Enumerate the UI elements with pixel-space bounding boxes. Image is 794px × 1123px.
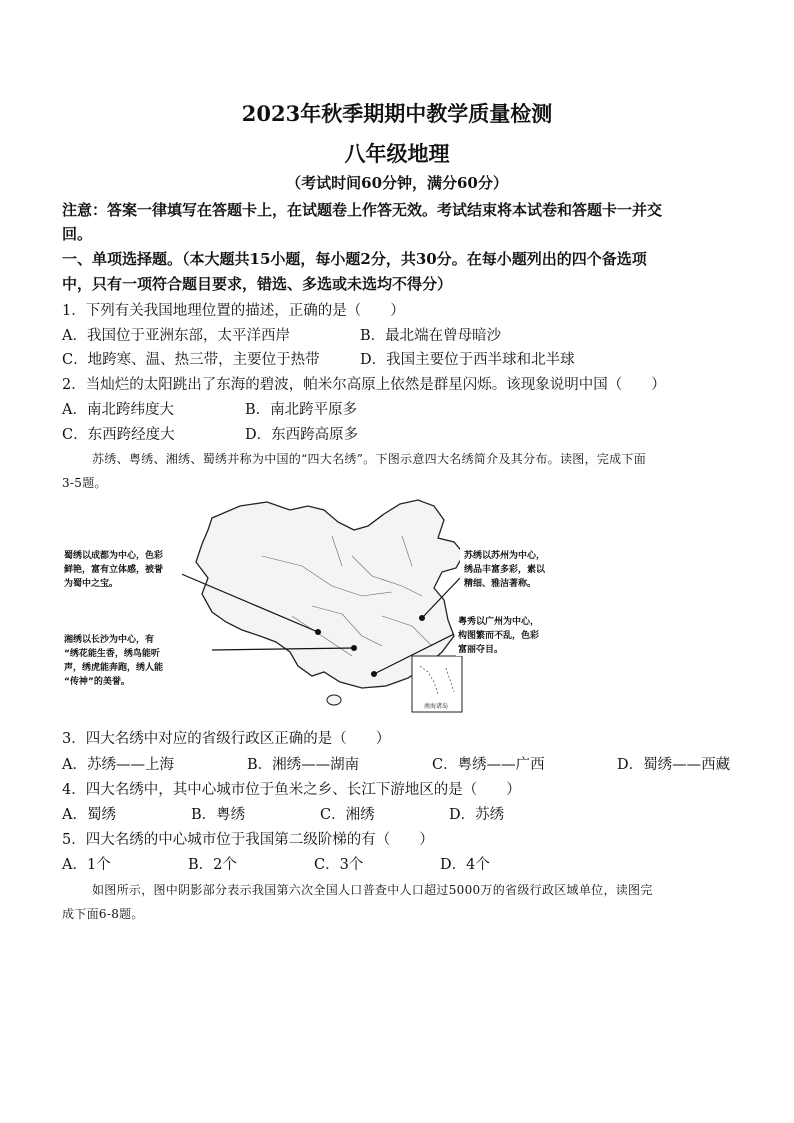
q1-option-b: B．最北端在曾母暗沙 (360, 328, 502, 344)
q5-option-b: B．2个 (188, 857, 237, 873)
exam-info: （考试时间60分钟，满分60分） (286, 174, 508, 192)
q4-option-a: A．蜀绣 (62, 807, 116, 823)
q5-option-c: C．3个 (314, 857, 364, 873)
hainan-island (327, 695, 341, 705)
su-label-2: 绣品丰富多彩，素以 (464, 565, 546, 575)
q3-option-b: B．湘绣——湖南 (247, 757, 360, 773)
shu-label-3: 为蜀中之宝。 (64, 579, 119, 589)
xiang-label-2: “绣花能生香，绣鸟能听 (64, 649, 160, 659)
q2-option-b: B．南北跨平原多 (245, 402, 358, 418)
q5-option-a: A．1个 (62, 857, 111, 873)
q2-option-d: D．东西跨高原多 (245, 427, 359, 443)
xiang-label-3: 声，绣虎能奔跑，绣人能 (64, 663, 164, 673)
notice-line-2: 回。 (62, 225, 93, 243)
section-heading-line-1: 一、单项选择题。（本大题共15小题，每小题2分，共30分。在每小题列出的四个备选项 (62, 250, 647, 268)
yue-label-2: 构图繁而不乱，色彩 (458, 631, 540, 641)
q4-option-d: D．苏绣 (449, 807, 505, 823)
intro-3-5-line-2: 3-5题。 (62, 476, 107, 490)
shu-label-1: 蜀绣以成都为中心，色彩 (64, 551, 164, 561)
q1-option-c: C．地跨寒、温、热三带，主要位于热带 (62, 352, 320, 368)
intro-6-8-line-2: 成下面6-8题。 (62, 907, 144, 921)
xiang-label-1: 湘绣以长沙为中心，有 (64, 635, 155, 645)
q3-stem: 3．四大名绣中对应的省级行政区正确的是（ ） (62, 731, 391, 747)
q1-option-d: D．我国主要位于西半球和北半球 (360, 352, 575, 368)
shu-label-2: 鲜艳，富有立体感，被誉 (64, 565, 164, 575)
q2-option-c: C．东西跨经度大 (62, 427, 175, 443)
q4-option-c: C．湘绣 (320, 807, 375, 823)
q3-option-a: A．苏绣——上海 (62, 757, 174, 773)
q2-option-a: A．南北跨纬度大 (62, 402, 174, 418)
su-label-1: 苏绣以苏州为中心， (464, 551, 546, 561)
q1-stem: 1．下列有关我国地理位置的描述，正确的是（ ） (62, 303, 405, 319)
q4-stem: 4．四大名绣中，其中心城市位于鱼米之乡、长江下游地区的是（ ） (62, 782, 521, 798)
inset-label: 南海诸岛 (424, 703, 449, 710)
q5-stem: 5．四大名绣的中心城市位于我国第二级阶梯的有（ ） (62, 832, 434, 848)
q1-option-a: A．我国位于亚洲东部，太平洋西岸 (62, 328, 290, 344)
xiang-label-4: “传神”的美誉。 (64, 677, 130, 687)
q2-stem: 2．当灿烂的太阳跳出了东海的碧波，帕米尔高原上依然是群星闪烁。该现象说明中国（ ） (62, 377, 666, 393)
exam-subject: 八年级地理 (344, 141, 450, 166)
exam-title: 2023年秋季期期中教学质量检测 (241, 101, 553, 126)
su-label-3: 精细、雅洁著称。 (464, 579, 537, 589)
embroidery-map-figure (62, 496, 548, 714)
yue-label-1: 粤秀以广州为中心， (458, 617, 540, 627)
section-heading-line-2: 中，只有一项符合题目要求，错选、多选或未选均不得分） (62, 275, 453, 293)
q5-option-d: D．4个 (440, 857, 490, 873)
yue-label-3: 富丽夺目。 (458, 645, 504, 655)
intro-6-8-line-1: 如图所示，图中阴影部分表示我国第六次全国人口普查中人口超过5000万的省级行政区域单位，读图完 (92, 883, 653, 897)
q3-option-c: C．粤绣——广西 (432, 757, 545, 773)
intro-3-5-line-1: 苏绣、粤绣、湘绣、蜀绣并称为中国的“四大名绣”。下图示意四大名绣简介及其分布。读图，完成下面 (92, 452, 647, 466)
notice-line-1: 注意：答案一律填写在答题卡上，在试题卷上作答无效。考试结束将本试卷和答题卡一并交 (62, 201, 663, 219)
q4-option-b: B．粤绣 (191, 807, 246, 823)
q3-option-d: D．蜀绣——西藏 (617, 757, 731, 773)
